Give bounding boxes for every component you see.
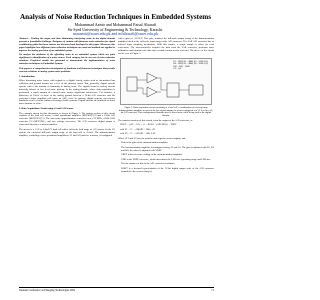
section-2-paragraph-1: The example circuit for this discussion is shown in Figure 1. The analog section of this circuit consists of the load cell sensor, a dual operational amplifier (MCP602) [2] and a 12-bit A/D converter (MCP3201) [1]. The successive approximation converter uses a 22 MHz, 4 kHz SAR converter [2] (MCP3201), and two voltage references. The A/D converter digital output is connected directly to a microcontroller. [19, 111, 115, 127]
fig-label: RS1 = RS2 = 500Ω [173, 65, 190, 68]
section-heading-data-acquisition: 2. Data Acquisition Circuit using a Load Cell Sensor [19, 107, 74, 111]
variable-definition: N is the number of bits in the A/D converter resolution. [121, 162, 175, 166]
load-cell-sensor-symbol [127, 77, 137, 91]
equation-v1: with V1 = V+ × R4/(R3 + R4) ± δV [120, 127, 155, 131]
variable-definition: Gain is the gain of the instrumentation amplifier [121, 141, 169, 145]
right-column-paragraph-1: with a gain of +153V/V. This gain, matches the full-scale output swing of the instrumentation amplifier block to the full-scale input range of the A/D converter. The SAR A/D converter has an internal input sampling mechanism. With this feature, a single sample is taken for each conversion. The microcontroller acquires the data from the SAR converter, performs some calibration and translates the data into a usable format for the end user. The pieces of the circuit can be seen in Figure 1. [118, 37, 214, 55]
author-emails[interactable]: maaamir@ssuet.edu.pk and mfalsarafi@ssuet.edu.pk [73, 31, 158, 37]
section-heading-introduction: 1. Introduction [19, 74, 35, 78]
abstract: Abstract— Finding the origin and then eliminating interfering noise in the digital domain presents a formidable challenge. Designers of systems with firmware noise reduction for signal conditioning paths that have sensors are discussed and developed in this paper. Moreover, this paper highlights how different noise reduction techniques are used and methods are applied to improve the analog precision of an embedded system. [19, 37, 115, 52]
introduction-text: When discussing noise issues with regards to a digital circuit, topics such as intermittent bus collisions and ground bounce are a few of the primary issues. But, generally, digital circuits operate with a fair amount of immunity to analog noise. The signals found in analog circuits internally behave at low level noise pick-up. In the analog domain, where data acquisition is performed, a small amount of external noise causes significant interference. For instance, a difference of 10mV of noise in the analog ground between a 12-bit A/D converter and the converter's driver amplifier will cause an ADC error. In contrast, digital systems can tolerate hundreds of mV of noise without effecting reliable systems. Digital circuits are hundreds of times more immune to noise. [19, 78, 115, 106]
adc-symbol [167, 83, 179, 97]
circuit-schematic-drawing [121, 59, 213, 106]
figure-1-caption: Figure 1: Data acquisition circuit consisting of a load cell, a combination of a two-op-amp instrumentation amplifier to convert the low signal output of a sensor configured to a 5V level to a 12-bit A/D converter. This configuration illustrates how to detect noise while being used in the digital domain. [118, 106, 214, 118]
author-names: Mohammad Aamir and Mohammad Faisal Alsarafi [74, 22, 157, 27]
variable-definition: VDD is the VREF reference, which determines the LSB size (operating range and LSB size. [121, 157, 211, 161]
equation-v2: with V2 = V+ × R3/(R3 + R4) ∓ δV [120, 132, 156, 136]
page-number: 71 [211, 289, 214, 292]
paper-title: Analysis of Noise Reduction Techniques in Embedded Systems [19, 13, 212, 21]
opamp-a2-symbol [147, 87, 157, 97]
transfer-function-intro: The transfer function of this circuit, from the output of the A/D converter, is: [118, 118, 193, 122]
variable-definitions [121, 142, 214, 174]
figure-1-circuit-diagram [120, 58, 212, 105]
section-2-paragraph-2: The sensor is a 1.5V to 2.6mV/V load cell with a full-scale load range of ±32 ounces. In the 5V system, the electrical full-scale output range of the load cell is ±10mV. The instrumentation amplifier, consisting of two operational amplifiers (A1 and A2) and five resistors, is configured [19, 127, 115, 137]
author-block [0, 23, 231, 37]
page-footer [19, 287, 214, 292]
left-column [19, 38, 115, 139]
where-clause: Where (V1 and V2) are the positive and negative sensor outputs, and [118, 136, 186, 140]
wire [137, 88, 147, 94]
fig-label: R4 = 390Ω, R5 = 49kΩ, R6 = 30kΩ (1%) [173, 63, 208, 66]
right-column [118, 38, 214, 175]
conference-name: National Conference on Emerging Technologies 2004 [19, 289, 75, 292]
variable-definition: The instrumentation amplifier is configured using A1 and A2. The gain is adjusted with R1, R2 and RG; the offset is adjusted with VREF. [121, 145, 214, 152]
microcontroller-symbol [189, 85, 203, 95]
abstract-paragraph-2: We analyze the attributes of the offending noise in an embedded system, which are quite significant in identification of a noise source. Each category has its own set of noise reduction solutions. Graphical results are presented to demonstrate the implementation of noise reduction techniques in Embedded Systems. [19, 53, 115, 66]
fig-label: CS = 1µF [173, 67, 182, 70]
wire [157, 78, 167, 90]
equation-vout: VOUT = ((V1 − V2) × (1 + R2/R1 + (2R2/RG))) + VREF [120, 123, 177, 127]
fig-label: R1 = 390Ω, R2 = 49kΩ, R3 = 30kΩ (1%) [173, 60, 208, 63]
abstract-paragraph-3: This paper is a comprehensive investigation of hardware and firmware techniques that provide concrete solutions to analog system noise problems. [19, 66, 115, 73]
affiliation: Sir Syed University of Engineering & Technology, Karachi. [67, 26, 164, 32]
opamp-a1-symbol [147, 73, 157, 83]
variable-definition: DOUT is a decimal representation of the 12-bit digital output code of the A/D converter (rounded to the nearest integer). [121, 166, 214, 173]
variable-definition: VREF is the reference voltage of the instrumentation amplifier. [121, 153, 183, 157]
